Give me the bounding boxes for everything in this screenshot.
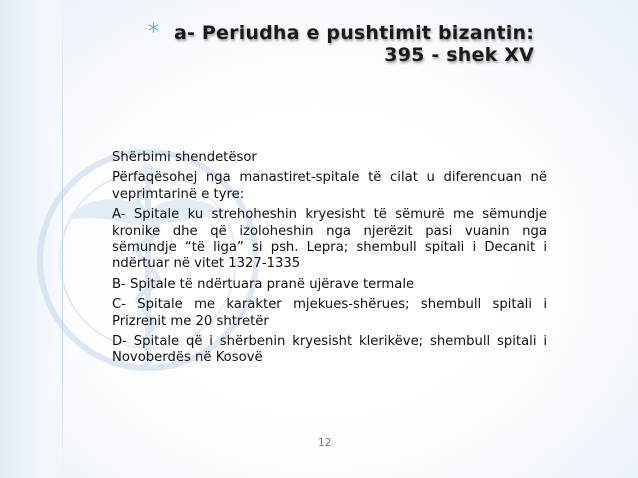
paragraph-b: B- Spitale të ndërtuara pranë ujërave termale <box>112 276 415 292</box>
body-text <box>112 150 547 371</box>
paragraph-c: C- Spitale me karakter mjekues-shërues; shembull spitali i Prizrenit me 20 shtretër <box>112 297 547 329</box>
paragraph-heading: Shërbimi shendetësor <box>112 150 257 165</box>
paragraph-intro: Përfaqësohej nga manastiret-spitale të cilat u diferencuan në veprimtarinë e tyre: <box>112 170 547 202</box>
slide-title <box>147 20 534 66</box>
title-line-2: 395 - shek XV <box>384 44 534 66</box>
page-number: 12 <box>318 437 332 449</box>
title-bullet: * <box>147 20 159 45</box>
title-line-1: a- Periudha e pushtimit bizantin: <box>173 22 534 44</box>
paragraph-a: A- Spitale ku strehoheshin kryesisht të sëmurë me sëmundje kronike dhe që izoloheshin nga njerëzit pasi vuanin nga sëmundje “të liga” si psh. Lepra; shembull spitali i Decanit i ndërtuar në vitet 1327-1335 <box>112 207 547 272</box>
paragraph-d: D- Spitale që i shërbenin kryesisht klerikëve; shembull spitali i Novoberdës në Kosovë <box>112 334 547 366</box>
